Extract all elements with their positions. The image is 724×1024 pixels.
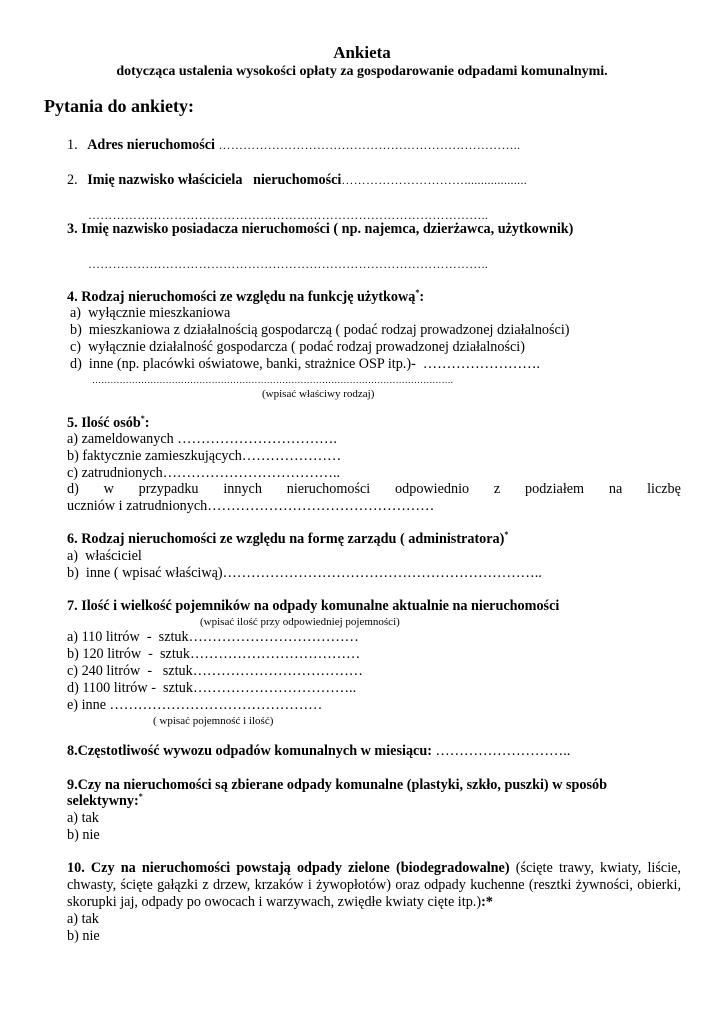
q7-option-b[interactable]: b) 120 litrów - sztuk……………………………… [67,646,361,662]
question-10-label: 10. Czy na nieruchomości powstają odpady zielone (biodegradowalne) [67,860,510,876]
word: nieruchomości [286,481,371,497]
question-7-label: 7. Ilość i wielkość pojemników na odpady komunalne aktualnie na nieruchomości [67,598,560,614]
word: liczbę [647,481,681,497]
owner-name-field-line2[interactable]: …………………………………………………………………………………….. [88,208,489,222]
question-6 [67,531,508,548]
word: innych [223,481,262,497]
q7-note2: ( wpisać pojemność i ilość) [153,715,274,727]
question-8-label: 8.Częstotliwość wywozu odpadów komunalnych w miesiącu: [67,743,432,759]
q7-option-d[interactable]: d) 1100 litrów - sztuk…………………………….. [67,680,357,696]
q4-note: (wpisać właściwy rodzaj) [262,388,375,400]
q7-note: (wpisać ilość przy odpowiedniej pojemności) [200,616,400,628]
question-number: 1. [67,137,78,153]
q5-option-a[interactable]: a) zameldowanych ……………………………. [67,431,337,447]
q5-option-b[interactable]: b) faktycznie zamieszkujących………………… [67,448,342,464]
q4-option-d[interactable]: d) inne (np. placówki oświatowe, banki, strażnice OSP itp.)- ……………………. [70,356,540,372]
colon: : [419,289,425,305]
word: d) [67,481,79,497]
q6-option-a[interactable]: a) właściciel [67,548,142,564]
q4-option-b[interactable]: b) mieszkaniowa z działalnością gospodarczą ( podać rodzaj prowadzonej działalności) [70,322,570,338]
question-8 [67,743,570,760]
question-1 [67,137,520,154]
question-5-label: 5. Ilość osób [67,415,141,431]
question-10-suffix: :* [481,894,493,910]
q5-option-c[interactable]: c) zatrudnionych……………………………….. [67,465,341,481]
q7-option-a[interactable]: a) 110 litrów - sztuk……………………………… [67,629,359,645]
question-2-label: Imię nazwisko właściciela nieruchomości [87,172,342,188]
word: przypadku [138,481,199,497]
q10-option-yes[interactable]: a) tak [67,911,99,927]
collection-frequency-field[interactable]: ……………………….. [431,743,571,759]
possessor-name-field[interactable]: …………………………………………………………………………………….. [88,257,489,271]
q4-option-a[interactable]: a) wyłącznie mieszkaniowa [70,305,231,321]
q4-option-c[interactable]: c) wyłącznie działalność gospodarcza ( podać rodzaj prowadzonej działalności) [70,339,525,355]
word: z [493,481,501,497]
q5-option-d[interactable] [67,481,681,498]
q6-option-b[interactable]: b) inne ( wpisać właściwą)………………………………………………………….. [67,565,542,581]
question-9-label-line2 [67,793,143,810]
q9-option-yes[interactable]: a) tak [67,810,99,826]
question-10 [67,860,681,911]
q4-other-type-field[interactable]: ………………………………………………………………………………………………………. [92,375,454,385]
asterisk-mark: * [504,530,509,539]
question-5 [67,415,149,432]
owner-name-field[interactable]: …………………………................... [341,173,528,187]
address-field[interactable]: ……………………………………………………………….. [218,138,521,152]
asterisk-mark: * [140,414,145,423]
document-subtitle: dotycząca ustalenia wysokości opłaty za gospodarowanie odpadami komunalnymi. [116,64,608,79]
label-text: selektywny: [67,793,139,809]
question-4 [67,289,424,306]
word: w [103,481,114,497]
asterisk-mark: * [138,792,143,801]
q9-option-no[interactable]: b) nie [67,827,100,843]
q7-option-c[interactable]: c) 240 litrów - sztuk……………………………… [67,663,363,679]
question-4-label: 4. Rodzaj nieruchomości ze względu na funkcję użytkową [67,289,416,305]
question-6-label: 6. Rodzaj nieruchomości ze względu na formę zarządu ( administratora) [67,531,505,547]
question-10-text: (ścięte trawy, kwiaty, liście, chwasty, ścięte gałązki z drzew, krzaków i żywopłotów) oraz odpady kuchenne (resztki żywności, obierki, skorupki jaj, odpady po owocach i warzywach, zwiędłe kwiaty cięte itp.) [67,860,681,910]
question-number: 2. [67,172,78,188]
question-2 [67,172,527,189]
asterisk-mark: * [415,288,420,297]
q5-option-d-line2[interactable]: uczniów i zatrudnionych………………………………………… [67,498,435,514]
document-title: Ankieta [333,43,391,62]
question-1-label: Adres nieruchomości [87,137,215,153]
colon: : [144,415,150,431]
section-heading: Pytania do ankiety: [44,96,195,116]
word: na [608,481,623,497]
question-9-label: 9.Czy na nieruchomości są zbierane odpady komunalne (plastyki, szkło, puszki) w sposób [67,777,607,793]
q10-option-no[interactable]: b) nie [67,928,100,944]
word: odpowiednio [395,481,470,497]
q7-option-e[interactable]: e) inne ……………………………………… [67,697,323,713]
question-3-label: 3. Imię nazwisko posiadacza nieruchomości ( np. najemca, dzierżawca, użytkownik) [67,221,574,237]
word: podziałem [525,481,585,497]
